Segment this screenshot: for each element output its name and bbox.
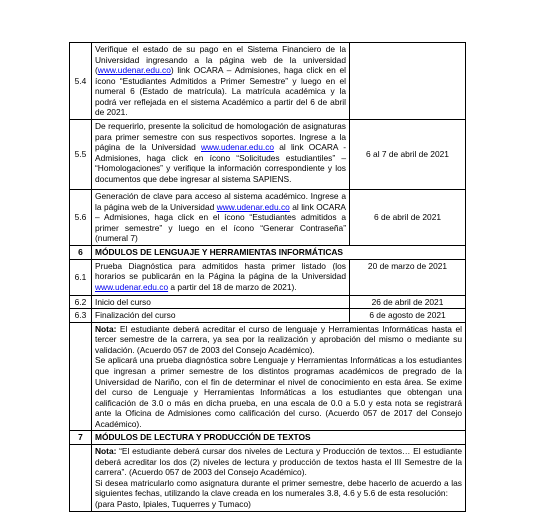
university-link[interactable]: www.udenar.edu.co: [97, 65, 171, 76]
section-header-row: [70, 431, 466, 445]
row-description: [92, 259, 350, 295]
row-text: De requerirlo, presente la solicitud de homologación de asignaturas para primer semestre con sus respectivos soportes. Ingrese a la página de la Universidad: [95, 121, 346, 153]
row-number: 6.1: [70, 259, 92, 295]
section-title: MÓDULOS DE LENGUAJE Y HERRAMIENTAS INFORMÁTICAS: [92, 245, 466, 259]
row-text: Verifique el estado de su pago en el Sistema Financiero de la Universidad ingresando a la página web de la universidad (: [95, 44, 346, 76]
row-description: [92, 43, 350, 120]
row-text: ) link OCARA – Admisiones, haga click en el ícono “Estudiantes Admitidos a Primer Semestre” y luego en el numeral 6 (Estado de matrícula). La matrícula académica y la podrá ver reflejada en el sistema Académico a partir del 6 de abril de 2021.: [95, 65, 346, 118]
row-date: 20 de marzo de 2021: [350, 259, 466, 295]
table-row: [70, 259, 466, 295]
note-label: Nota:: [95, 446, 117, 457]
row-text: al link OCARA - Admisiones, haga click en ícono “Solicitudes estudiantiles” – “Homologaciones” y verifique la información correspondiente y los documentos que debe ingresar al sistema SAPIENS.: [95, 142, 346, 184]
note-paragraph: (para Pasto, Ipiales, Tuquerres y Tumaco): [95, 498, 251, 509]
row-text: a partir del 18 de marzo de 2021).: [168, 281, 297, 292]
section-title: MÓDULOS DE LECTURA Y PRODUCCIÓN DE TEXTOS: [92, 431, 466, 445]
table-row: [70, 43, 466, 120]
table-row: [70, 309, 466, 323]
row-description: Finalización del curso: [92, 309, 350, 323]
note-label: Nota:: [95, 323, 117, 334]
row-number: 6.2: [70, 295, 92, 309]
row-description: [92, 190, 350, 246]
row-text: Prueba Diagnóstica para admitidos hasta primer listado (los horarios se publicarán en la Página la página de la Universidad: [95, 260, 346, 282]
row-number: 5.6: [70, 190, 92, 246]
row-date: 6 de agosto de 2021: [350, 309, 466, 323]
row-date: 6 de abril de 2021: [350, 190, 466, 246]
section-number: 7: [70, 431, 92, 445]
note-paragraph: Si desea matricularlo como asignatura durante el primer semestre, debe hacerlo de acuerdo a las siguientes fechas, utilizando la clave creada en los numerales 3.8, 4.6 y 5.6 de esta resolución:: [95, 477, 462, 499]
row-text: al link OCARA – Admisiones, haga click en el ícono “Estudiantes admitidos a primer semestre” y luego en el ícono “Generar Contraseña” (numeral 7): [95, 201, 346, 244]
section-number: 6: [70, 245, 92, 259]
row-number: 6.3: [70, 309, 92, 323]
section-header-row: [70, 245, 466, 259]
table-row: [70, 120, 466, 190]
note-paragraph: Se aplicará una prueba diagnóstica sobre Lenguaje y Herramientas Informáticas a los estudiantes que ingresan a primer semestre de los distintos programas académicos de pregrado de la Universidad de Nariño, con el fin de determinar el nivel de conocimiento en esta área. Se exime del curso de Lenguaje y Herramientas Informáticas a los estudiantes que obtengan una calificación de 3.0 o más en dicha prueba, en una escala de 0.0 a 5.0 y esta nota se registrará ante la Oficina de Admisiones como calificación del curso. (Acuerdo 057 de 2017 del Consejo Académico).: [95, 355, 462, 429]
table-row: [70, 190, 466, 246]
row-number: 5.5: [70, 120, 92, 190]
university-link[interactable]: www.udenar.edu.co: [200, 142, 275, 153]
row-description: Inicio del curso: [92, 295, 350, 309]
note-cell: [92, 322, 466, 431]
table-row: [70, 295, 466, 309]
row-number: 5.4: [70, 43, 92, 120]
schedule-table: [69, 42, 466, 512]
note-row: [70, 445, 466, 511]
row-date: 26 de abril de 2021: [350, 295, 466, 309]
university-link[interactable]: www.udenar.edu.co: [95, 281, 169, 292]
note-paragraph: El estudiante deberá acreditar el curso de lenguaje y Herramientas Informáticas hasta el tercer semestre de la carrera, ya sea por la realización y aprobación del mismo o mediante su validación. (Acuerdo 057 de 2003 del Consejo Académico).: [95, 323, 462, 355]
note-row: [70, 322, 466, 431]
row-date: [350, 43, 466, 120]
note-cell: [92, 445, 466, 511]
row-text: Generación de clave para acceso al sistema académico. Ingrese a la página web de la Universidad: [95, 191, 346, 212]
note-paragraph: “El estudiante deberá cursar dos niveles de Lectura y Producción de textos… El estudiante deberá acreditar los dos (2) niveles de lectura y producción de textos hasta el III Semestre de la carrera”. (Acuerdo 057 de 2003 del Consejo Académico).: [95, 446, 462, 478]
university-link[interactable]: www.udenar.edu.co: [216, 201, 290, 212]
row-date: 6 al 7 de abril de 2021: [350, 120, 466, 190]
row-description: [92, 120, 350, 190]
